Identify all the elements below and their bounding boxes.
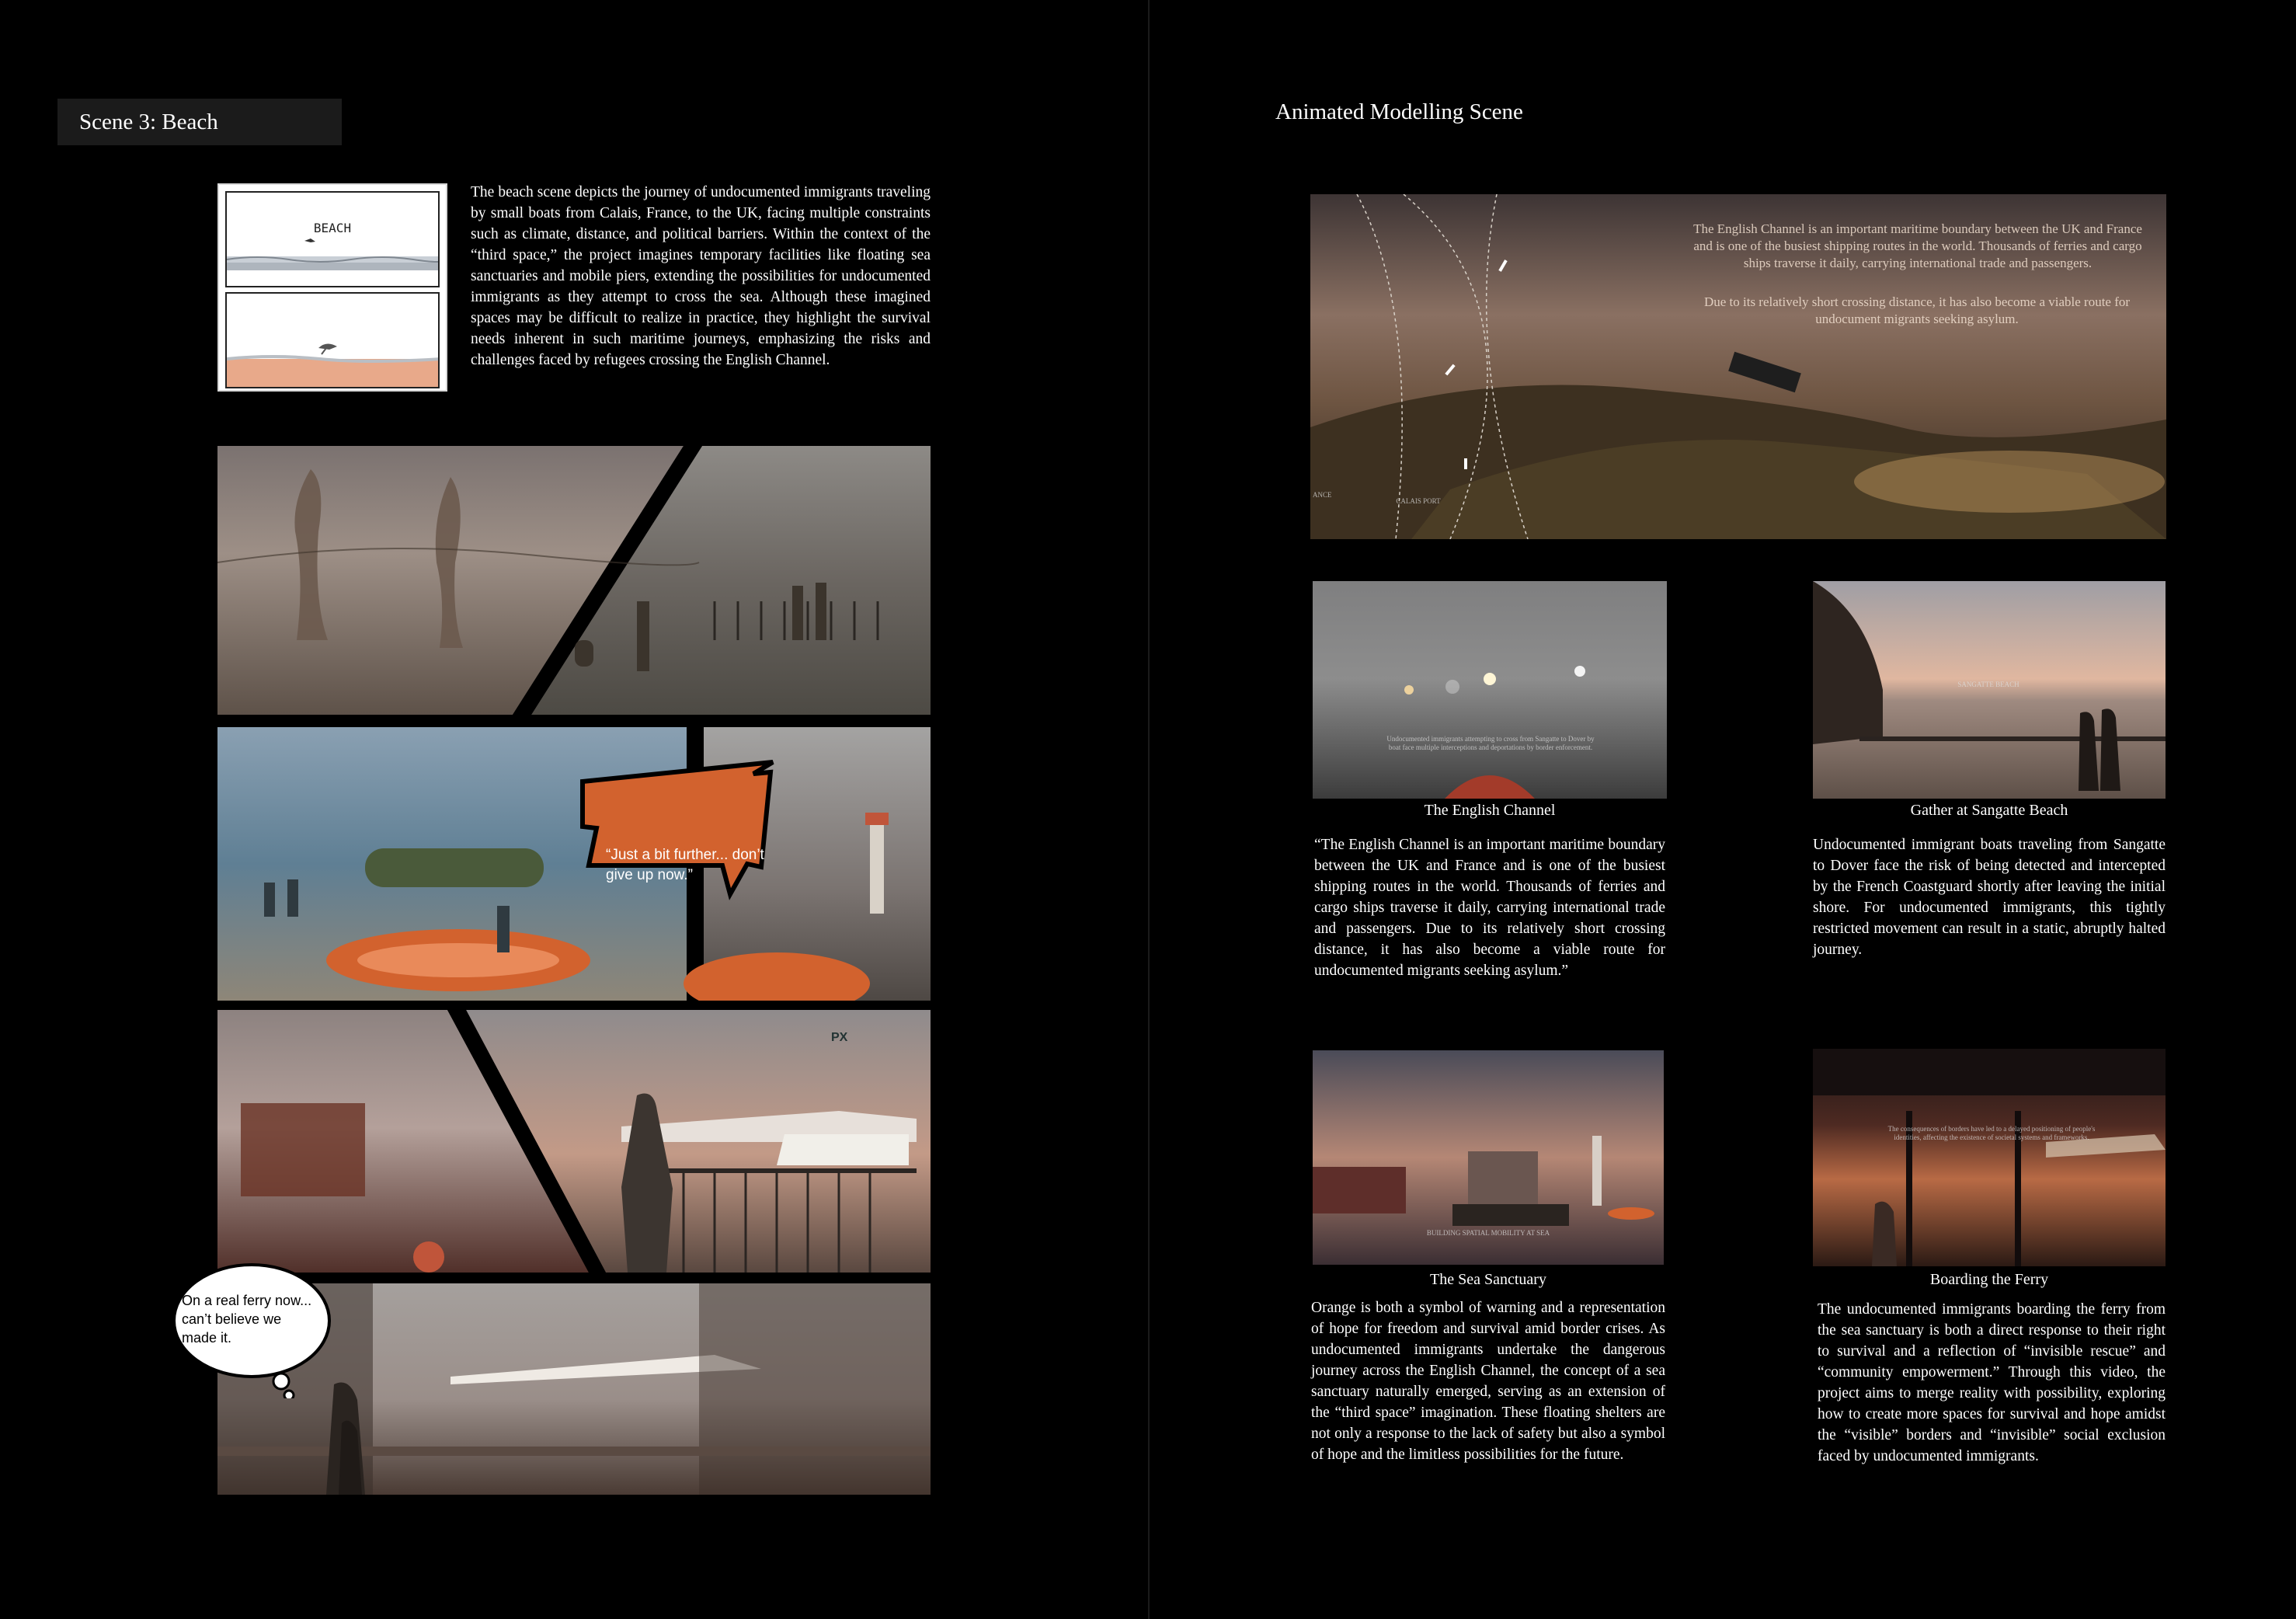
banner-overlay-text-1: The English Channel is an important maritime boundary between the UK and France and is one of the busiest shipping routes in the world. Thousands of ferries and cargo ships traverse it daily, carrying international trade and passengers. [1693, 221, 2142, 270]
right-page-title: Animated Modelling Scene [1275, 99, 1523, 124]
card-overlay-english-channel: Undocumented immigrants attempting to cross from Sangatte to Dover by boat face multiple interceptions and deportations by border enforcement. [1386, 735, 1595, 751]
thumbnail-bottom-frame [225, 292, 440, 388]
comic-row-3 [217, 1010, 931, 1273]
thumbnail-top-frame [225, 191, 440, 287]
card-text-sangatte-beach: Undocumented immigrant boats traveling from Sangatte to Dover face the risk of being detected and intercepted by the French Coastguard shortly after leaving the initial shore. For undocumented immigrants, this tightly restricted movement can result in a static, abruptly halted journey. [1813, 837, 2166, 958]
banner-map-label-country: ANCE [1313, 491, 1332, 499]
card-overlay-boarding-ferry: The consequences of borders have led to a delayed positioning of people's identities, affecting the existence of societal systems and frameworks. [1887, 1125, 2096, 1141]
card-text-boarding-ferry: The undocumented immigrants boarding the ferry from the sea sanctuary is both a direct response to their right to survival and a reflection of “invisible rescue” and “community empowerment.” Through this video, the project aims to merge reality with possibility, exploring how to create more spaces for survival and hope amidst the “visible” borders and “invisible” social exclusion faced by undocumented immigrants. [1818, 1301, 2166, 1464]
card-caption-english-channel: The English Channel [1424, 802, 1556, 819]
speech-bubble-white: On a real ferry now... can’t believe we made it. [182, 1293, 312, 1346]
card-image-english-channel [1313, 581, 1667, 799]
thumbnail-title: BEACH [313, 221, 352, 235]
speech-bubble-orange: “Just a bit further... don’t give up now.” [606, 847, 764, 883]
card-image-boarding-ferry [1813, 1049, 2166, 1266]
intro-paragraph: The beach scene depicts the journey of undocumented immigrants traveling by small boats from Calais, France, to the UK, facing multiple constraints such as climate, distance, and political barriers. Within the context of the “third space,” the project imagines temporary facilities like floating sea sanctuaries and mobile piers, extending the possibilities for undocumented immigrants as they attempt to cross the sea. Although these imagined spaces may be difficult to realize in practice, they highlight the survival needs inherent in such maritime journeys, emphasizing the risks and challenges faced by refugees crossing the English Channel. [471, 184, 931, 368]
card-caption-sangatte-beach: Gather at Sangatte Beach [1910, 802, 2068, 819]
beach-storyboard-thumbnail [217, 183, 447, 392]
card-caption-sea-sanctuary: The Sea Sanctuary [1430, 1271, 1546, 1288]
page-spine [1148, 0, 1150, 1619]
card-text-english-channel: “The English Channel is an important maritime boundary between the UK and France and is one of the busiest shipping routes in the world. Thousands of ferries and cargo ships traverse it daily, carrying international trade and passengers. Due to its relatively short crossing distance, it has also become a viable route for undocumented migrants seeking asylum.” [1314, 837, 1665, 979]
thumbnail-sea-sketch [227, 193, 440, 287]
comic-row-1 [217, 446, 931, 715]
card-caption-boarding-ferry: Boarding the Ferry [1929, 1271, 2049, 1288]
banner-map-label-port: CALAIS PORT [1396, 497, 1441, 505]
ferry-logo-mark [831, 1025, 862, 1049]
svg-text:PX: PX [831, 1031, 848, 1044]
card-image-sangatte-beach [1813, 581, 2166, 799]
banner-overlay-text-2: Due to its relatively short crossing distance, it has also become a viable route for undocument migrants seeking asylum. [1703, 294, 2131, 326]
comic-row-2 [217, 727, 931, 1001]
card-overlay-sangatte-beach: SANGATTE BEACH [1957, 681, 2019, 688]
card-text-sea-sanctuary: Orange is both a symbol of warning and a representation of hope for freedom and survival amid border crises. As undocumented immigrants undertake the dangerous journey across the English Channel, the concept of a sea sanctuary naturally emerged, serving as an extension of the “third space” imagination. These floating shelters are not only a response to the lack of safety but also a symbol of hope and the limitless possibilities for the future. [1311, 1300, 1665, 1463]
scene-label: Scene 3: Beach [57, 99, 342, 145]
card-overlay-sea-sanctuary: BUILDING SPATIAL MOBILITY AT SEA [1426, 1229, 1550, 1237]
